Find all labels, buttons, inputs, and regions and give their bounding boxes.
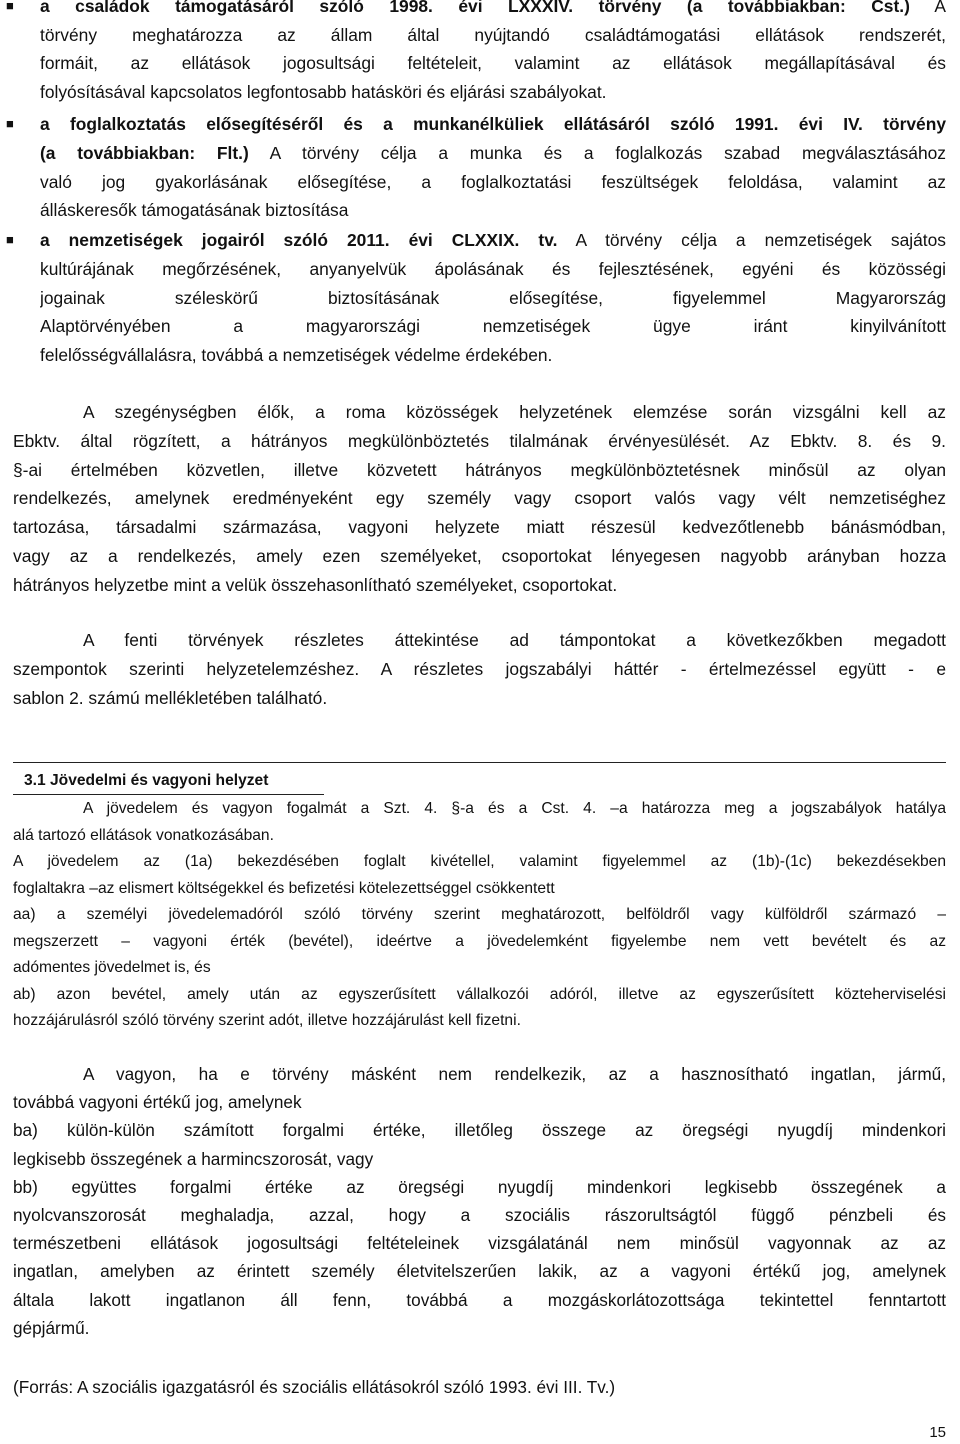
bullet-text bbox=[40, 226, 946, 370]
text-line: rendelkezés, amelynek eredményeként egy személy vagy csoport valós vagy vélt nemzetiséghez bbox=[13, 488, 946, 509]
text-line: természetbeni ellátások jogosultsági feltételeinek vizsgálatánál nem minősül vagyonnak az az bbox=[13, 1233, 946, 1254]
text-line: törvény meghatározza az állam által nyújtandó családtámogatási ellátások rendszerét, bbox=[40, 24, 946, 45]
bullet-square-icon: ■ bbox=[6, 116, 14, 131]
text-line: felelősségvállalásra, továbbá a nemzetiségek védelme érdekében. bbox=[40, 345, 553, 366]
text-line: nyolcvanszorosát meghaladja, azzal, hogy a szociális rászorultságtól függő pénzbeli és bbox=[13, 1205, 946, 1226]
text-line: tartozása, társadalmi származása, vagyoni helyzete miatt részesül kedvezőtlenebb bánásmódban, bbox=[13, 517, 946, 538]
text-line: vagy az a rendelkezés, amely ezen személyeket, csoportokat lényegesen nagyobb arányban hozza bbox=[13, 545, 946, 566]
paragraph-discrimination bbox=[13, 398, 946, 600]
bullet-item-cst bbox=[6, 0, 946, 106]
paragraph-wealth-definition bbox=[13, 1060, 946, 1342]
text-line: továbbá vagyoni értékű jog, amelynek bbox=[13, 1092, 302, 1113]
text-line: való jog gyakorlásának elősegítése, a foglalkoztatási feszültségek feloldása, valamint az bbox=[40, 171, 946, 192]
text-line: jogainak széleskörű biztosításának elősegítése, figyelemmel Magyarország bbox=[40, 287, 946, 308]
text-line: alá tartozó ellátások vonatkozásában. bbox=[13, 826, 274, 844]
text-line: a nemzetiségek jogairól szóló 2011. évi CLXXIX. tv. A törvény célja a nemzetiségek sajátos bbox=[40, 230, 946, 250]
text-line: szempontok szerinti helyzetelemzéshez. A részletes jogszabályi háttér - értelmezéssel együtt - e bbox=[13, 658, 946, 679]
text-line: A szegénységben élők, a roma közösségek helyzetének elemzése során vizsgálni kell az bbox=[83, 402, 946, 422]
text-line: adómentes jövedelmet is, és bbox=[13, 959, 211, 976]
text-line: §-ai értelmében közvetlen, illetve közvetett hátrányos megkülönböztetésnek minősül az olyan bbox=[13, 459, 946, 480]
text-line: legkisebb összegének a harmincszorosát, vagy bbox=[13, 1148, 374, 1169]
text-line: folyósításával kapcsolatos legfontosabb hatásköri és eljárási szabályokat. bbox=[40, 81, 607, 102]
bullet-text bbox=[40, 0, 946, 106]
paragraph-overview bbox=[13, 626, 946, 712]
bullet-item-nemzetisegek bbox=[6, 226, 946, 370]
text-line: foglaltakra –az elismert költségekkel és befizetési kötelezettséggel csökkentett bbox=[13, 879, 555, 897]
text-line: A jövedelem az (1a) bekezdésében foglalt kivétellel, valamint figyelemmel az (1b)-(1c) bekezdésekben bbox=[13, 853, 946, 870]
text-line: A jövedelem és vagyon fogalmát a Szt. 4. §-a és a Cst. 4. –a határozza meg a jogszabályok hatálya bbox=[83, 800, 946, 817]
text-line: megszerzett – vagyoni érték (bevétel), ideértve a jövedelemként figyelembe nem vett bevételt és az bbox=[13, 932, 946, 950]
bullet-text bbox=[40, 110, 946, 225]
bullet-square-icon: ■ bbox=[6, 232, 14, 247]
page-number: 15 bbox=[929, 1424, 946, 1441]
text-line: kultúrájának megőrzésének, anyanyelvük ápolásának és fejlesztésének, egyéni és közösségi bbox=[40, 258, 946, 279]
bullet-square-icon: ■ bbox=[6, 0, 14, 13]
section-title: 3.1 Jövedelmi és vagyoni helyzet bbox=[13, 768, 324, 795]
text-line: formáit, az ellátások jogosultsági feltételeit, valamint az ellátások megállapításával és bbox=[40, 53, 946, 73]
text-line: Alaptörvényében a magyarországi nemzetiségek ügye iránt kinyilvánított bbox=[40, 316, 946, 337]
text-line: ingatlan, amelyben az érintett személy életvitelszerűen lakik, az a vagyoni értékű jog, amelynek bbox=[13, 1261, 946, 1282]
text-line: a foglalkoztatás elősegítéséről és a munkanélküliek ellátásáról szóló 1991. évi IV. törvény bbox=[40, 114, 946, 134]
text-line: sablon 2. számú mellékletében található. bbox=[13, 687, 328, 708]
text-line: Ebktv. által rögzített, a hátrányos megkülönböztetés tilalmának érvényesülését. Az Ebktv. 8. és 9. bbox=[13, 430, 946, 451]
section-divider bbox=[13, 762, 946, 763]
text-line: ba) külön-külön számított forgalmi értéke, illetőleg összege az öregségi nyugdíj mindenkori bbox=[13, 1120, 946, 1141]
text-line: hozzájárulásról szóló törvény szerint adót, illetve hozzájárulást kell fizetni. bbox=[13, 1012, 521, 1029]
text-line: a családok támogatásáról szóló 1998. évi LXXXIV. törvény (a továbbiakban: Cst.) A bbox=[40, 0, 946, 16]
text-line: (a továbbiakban: Flt.) A törvény célja a munka és a foglalkozás szabad megválasztásához bbox=[40, 142, 946, 163]
text-line: gépjármű. bbox=[13, 1317, 90, 1338]
source-citation: (Forrás: A szociális igazgatásról és szociális ellátásokról szóló 1993. évi III. Tv.) bbox=[13, 1377, 616, 1397]
text-line: hátrányos helyzetbe mint a velük összehasonlítható személyeket, csoportokat. bbox=[13, 574, 618, 595]
paragraph-income-definition bbox=[13, 796, 946, 1035]
text-line: általa lakott ingatlanon áll fenn, továbbá a mozgáskorlátozottsága tekintettel fenntartott bbox=[13, 1289, 946, 1310]
text-line: A vagyon, ha e törvény másként nem rendelkezik, az a hasznosítható ingatlan, jármű, bbox=[83, 1064, 946, 1084]
text-line: álláskeresők támogatásának biztosítása bbox=[40, 200, 349, 221]
text-line: aa) a személyi jövedelemadóról szóló törvény szerint meghatározott, belföldről vagy külföldről származó – bbox=[13, 906, 946, 923]
text-line: A fenti törvények részletes áttekintése ad támpontokat a következőkben megadott bbox=[83, 630, 946, 650]
text-line: ab) azon bevétel, amely után az egyszerűsített vállalkozói adóról, illetve az egyszerűsített közteherviselési bbox=[13, 985, 946, 1003]
text-line: bb) együttes forgalmi értéke az öregségi nyugdíj mindenkori legkisebb összegének a bbox=[13, 1176, 946, 1197]
bullet-item-flt bbox=[6, 110, 946, 225]
